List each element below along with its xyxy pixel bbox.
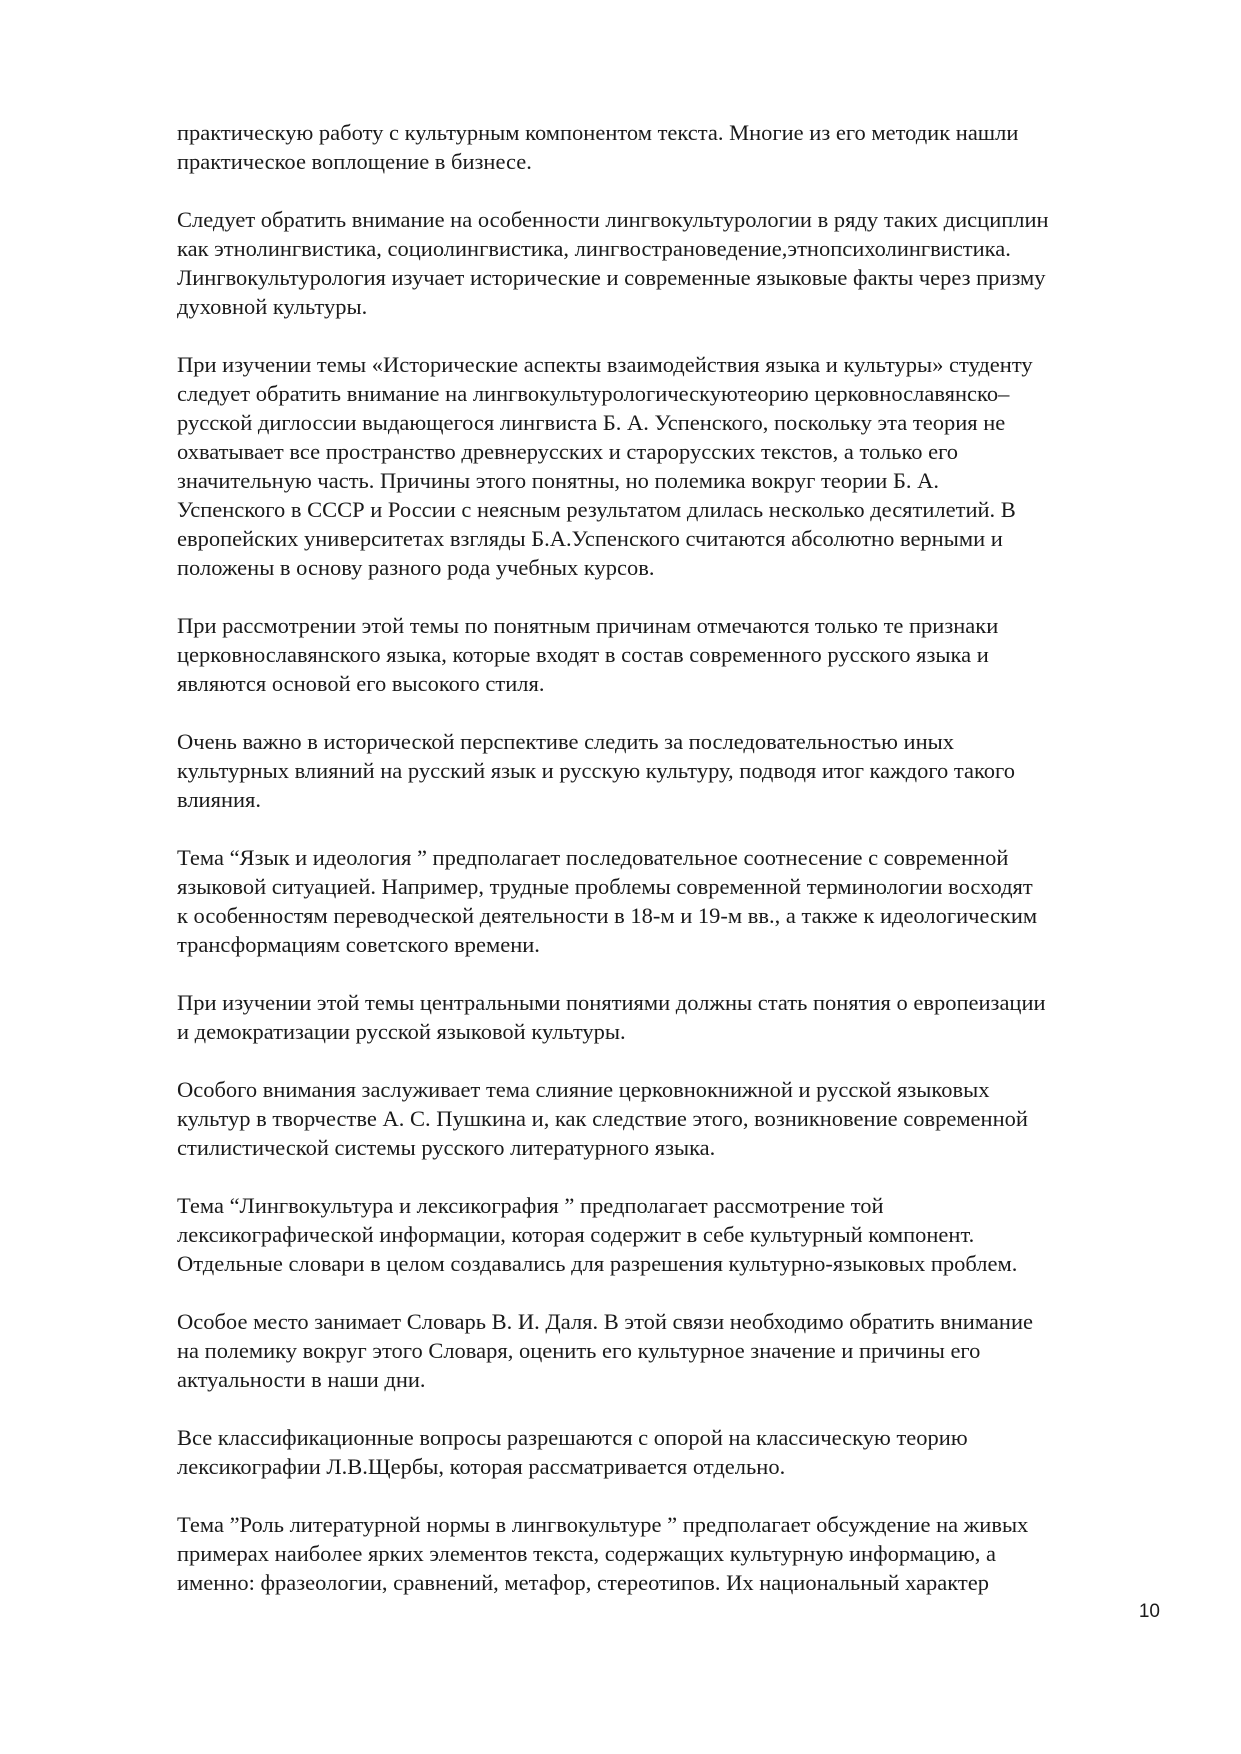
text-line: Особое место занимает Словарь В. И. Даля. В этой связи необходимо обратить внимание <box>177 1309 1033 1334</box>
document-body <box>177 118 1157 1626</box>
text-line: именно: фразеологии, сравнений, метафор, стереотипов. Их национальный характер <box>177 1570 989 1595</box>
text-line: культурных влияний на русский язык и русскую культуру, подводя итог каждого такого <box>177 758 1015 783</box>
paragraph <box>177 843 1157 959</box>
paragraph <box>177 611 1157 698</box>
text-line: стилистической системы русского литературного языка. <box>177 1135 716 1160</box>
text-line: Успенского в СССР и России с неясным результатом длилась несколько десятилетий. В <box>177 497 1016 522</box>
text-line: Тема “Язык и идеология ” предполагает последовательное соотнесение с современной <box>177 845 1009 870</box>
text-line: При изучении этой темы центральными понятиями должны стать понятия о европеизации <box>177 990 1046 1015</box>
text-line: являются основой его высокого стиля. <box>177 671 545 696</box>
paragraph <box>177 350 1157 582</box>
text-line: русской диглоссии выдающегося лингвиста Б. А. Успенского, поскольку эта теория не <box>177 410 1006 435</box>
paragraph <box>177 118 1157 176</box>
text-line: практическую работу с культурным компонентом текста. Многие из его методик нашли <box>177 120 1019 145</box>
text-line: трансформациям советского времени. <box>177 932 540 957</box>
text-line: как этнолингвистика, социолингвистика, лингвострановедение,этнопсихолингвистика. <box>177 236 1011 261</box>
paragraph <box>177 727 1157 814</box>
paragraph <box>177 988 1157 1046</box>
text-line: языковой ситуацией. Например, трудные проблемы современной терминологии восходят <box>177 874 1033 899</box>
text-line: влияния. <box>177 787 262 812</box>
text-line: Все классификационные вопросы разрешаются с опорой на классическую теорию <box>177 1425 968 1450</box>
paragraph <box>177 205 1157 321</box>
paragraph <box>177 1423 1157 1481</box>
text-line: При рассмотрении этой темы по понятным причинам отмечаются только те признаки <box>177 613 999 638</box>
text-line: и демократизации русской языковой культуры. <box>177 1019 626 1044</box>
text-line: Тема “Лингвокультура и лексикография ” предполагает рассмотрение той <box>177 1193 884 1218</box>
text-line: актуальности в наши дни. <box>177 1367 426 1392</box>
paragraph <box>177 1510 1157 1597</box>
text-line: Очень важно в исторической перспективе следить за последовательностью иных <box>177 729 954 754</box>
text-line: Тема ”Роль литературной нормы в лингвокультуре ” предполагает обсуждение на живых <box>177 1512 1029 1537</box>
text-line: охватывает все пространство древнерусских и старорусских текстов, а только его <box>177 439 959 464</box>
text-line: церковнославянского языка, которые входят в состав современного русского языка и <box>177 642 989 667</box>
text-line: Отдельные словари в целом создавались для разрешения культурно-языковых проблем. <box>177 1251 1018 1276</box>
text-line: Следует обратить внимание на особенности лингвокультурологии в ряду таких дисциплин <box>177 207 1049 232</box>
text-line: к особенностям переводческой деятельности в 18-м и 19-м вв., а также к идеологическим <box>177 903 1038 928</box>
text-line: культур в творчестве А. С. Пушкина и, как следствие этого, возникновение современной <box>177 1106 1028 1131</box>
text-line: примерах наиболее ярких элементов текста, содержащих культурную информацию, а <box>177 1541 997 1566</box>
text-line: практическое воплощение в бизнесе. <box>177 149 532 174</box>
paragraph <box>177 1191 1157 1278</box>
text-line: Особого внимания заслуживает тема слияние церковнокнижной и русской языковых <box>177 1077 990 1102</box>
text-line: на полемику вокруг этого Словаря, оценить его культурное значение и причины его <box>177 1338 981 1363</box>
text-line: следует обратить внимание на лингвокультурологическуютеорию церковнославянско– <box>177 381 1010 406</box>
text-line: Лингвокультурология изучает исторические и современные языковые факты через призму <box>177 265 1046 290</box>
page-number: 10 <box>1138 1601 1160 1622</box>
text-line: лексикографии Л.В.Щербы, которая рассматривается отдельно. <box>177 1454 786 1479</box>
text-line: европейских университетах взгляды Б.А.Успенского считаются абсолютно верными и <box>177 526 1003 551</box>
text-line: значительную часть. Причины этого понятны, но полемика вокруг теории Б. А. <box>177 468 940 493</box>
text-line: духовной культуры. <box>177 294 368 319</box>
text-line: положены в основу разного рода учебных курсов. <box>177 555 655 580</box>
paragraph <box>177 1075 1157 1162</box>
text-line: лексикографической информации, которая содержит в себе культурный компонент. <box>177 1222 975 1247</box>
text-line: При изучении темы «Исторические аспекты взаимодействия языка и культуры» студенту <box>177 352 1033 377</box>
paragraph <box>177 1307 1157 1394</box>
